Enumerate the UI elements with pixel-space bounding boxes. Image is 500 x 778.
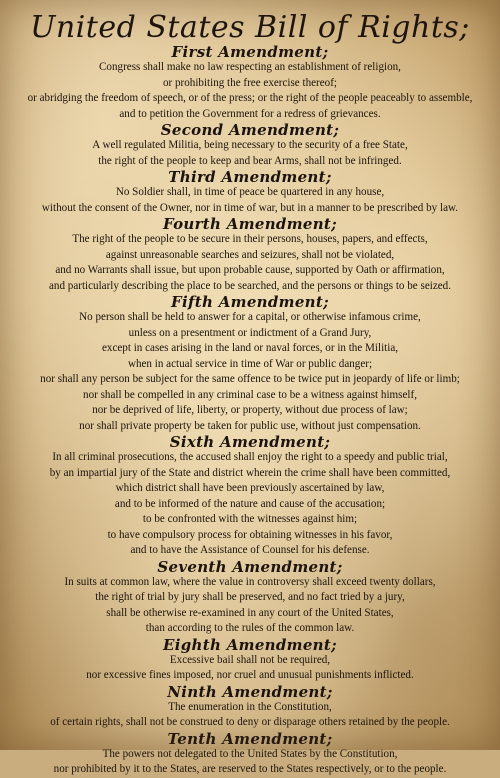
amendment-line: The powers not delegated to the United States by the Constitution, <box>102 747 398 760</box>
tenth-amendment <box>0 731 500 778</box>
amendment-line: In suits at common law, where the value in controversy shall exceed twenty dollars, <box>64 575 436 588</box>
amendment-line: The right of the people to be secure in their persons, houses, papers, and effects, <box>72 233 428 245</box>
amendment-line: unless on a presentment or indictment of a Grand Jury, <box>128 326 372 339</box>
amendment-line: to be confronted with the witnesses against him; <box>142 513 358 525</box>
first-amendment <box>0 44 500 122</box>
fourth-amendment <box>0 216 500 294</box>
amendment-heading: Tenth Amendment; <box>167 729 333 748</box>
amendment-heading: Third Amendment; <box>168 168 332 186</box>
amendment-line: nor shall any person be subject for the same offence to be twice put in jeopardy of life or limb; <box>40 373 460 385</box>
amendment-line: nor shall private property be taken for public use, without just compensation. <box>79 419 421 432</box>
fifth-amendment <box>0 294 500 434</box>
eighth-amendment <box>0 637 500 684</box>
ninth-amendment <box>0 684 500 731</box>
amendment-line: without the consent of the Owner, nor in time of war, but in a manner to be prescribed by law. <box>41 201 459 214</box>
second-amendment <box>0 122 500 169</box>
amendment-line: No Soldier shall, in time of peace be quartered in any house, <box>115 186 385 198</box>
amendment-line: A well regulated Militia, being necessary to the security of a free State, <box>92 139 408 151</box>
amendment-line: than according to the rules of the common law. <box>145 622 355 634</box>
amendment-heading: Ninth Amendment; <box>167 682 333 701</box>
amendment-heading: Fourth Amendment; <box>162 215 338 233</box>
amendment-line: to have compulsory process for obtaining witnesses in his favor, <box>107 528 393 541</box>
amendment-line: The enumeration in the Constitution, <box>168 700 332 713</box>
amendment-line: nor prohibited by it to the States, are reserved to the States respectively, or to the people. <box>53 763 447 775</box>
amendment-line: nor excessive fines imposed, nor cruel and unusual punishments inflicted. <box>86 669 414 681</box>
amendment-line: Excessive bail shall not be required, <box>169 653 331 666</box>
amendment-line: and to petition the Government for a redress of grievances. <box>119 107 381 120</box>
amendment-line: of certain rights, shall not be construed to deny or disparage others retained by the people. <box>50 716 450 728</box>
amendment-line: Congress shall make no law respecting an establishment of religion, <box>99 61 401 73</box>
document-title: United States Bill of Rights; <box>30 10 470 45</box>
amendment-line: against unreasonable searches and seizures, shall not be violated, <box>105 248 395 261</box>
seventh-amendment <box>0 559 500 637</box>
amendment-line: and to have the Assistance of Counsel for his defense. <box>130 544 370 556</box>
amendment-heading: Eighth Amendment; <box>163 635 337 654</box>
amendment-line: nor shall be compelled in any criminal case to be a witness against himself, <box>83 388 417 401</box>
sixth-amendment <box>0 434 500 559</box>
amendment-line: which district shall have been previously ascertained by law, <box>115 482 385 494</box>
amendment-line: except in cases arising in the land or naval forces, or in the Militia, <box>101 342 399 354</box>
amendment-line: by an impartial jury of the State and district wherein the crime shall have been committed, <box>49 466 451 479</box>
amendment-line: or abridging the freedom of speech, or of the press; or the right of the people peaceably to assemble, <box>27 92 473 104</box>
amendment-line: when in actual service in time of War or public danger; <box>127 357 373 370</box>
amendment-heading: Second Amendment; <box>160 121 340 139</box>
amendment-line: and no Warrants shall issue, but upon probable cause, supported by Oath or affirmation, <box>55 264 445 276</box>
third-amendment <box>0 169 500 216</box>
amendment-heading: Fifth Amendment; <box>171 293 329 311</box>
amendment-line: and particularly describing the place to be searched, and the persons or things to be seized. <box>48 279 451 292</box>
amendment-line: and to be informed of the nature and cause of the accusation; <box>114 497 386 510</box>
amendment-heading: First Amendment; <box>171 43 329 61</box>
amendment-heading: Sixth Amendment; <box>169 433 331 451</box>
amendment-line: nor be deprived of life, liberty, or property, without due process of law; <box>92 404 408 416</box>
amendment-line: In all criminal prosecutions, the accused shall enjoy the right to a speedy and public trial, <box>52 451 448 463</box>
amendment-line: No person shall be held to answer for a capital, or otherwise infamous crime, <box>79 311 421 323</box>
amendment-line: the right of the people to keep and bear Arms, shall not be infringed. <box>98 154 402 167</box>
amendment-line: the right of trial by jury shall be preserved, and no fact tried by a jury, <box>95 591 405 603</box>
amendment-line: or prohibiting the free exercise thereof; <box>162 76 338 89</box>
amendment-line: shall be otherwise re-examined in any court of the United States, <box>106 606 394 619</box>
amendment-heading: Seventh Amendment; <box>157 557 343 576</box>
